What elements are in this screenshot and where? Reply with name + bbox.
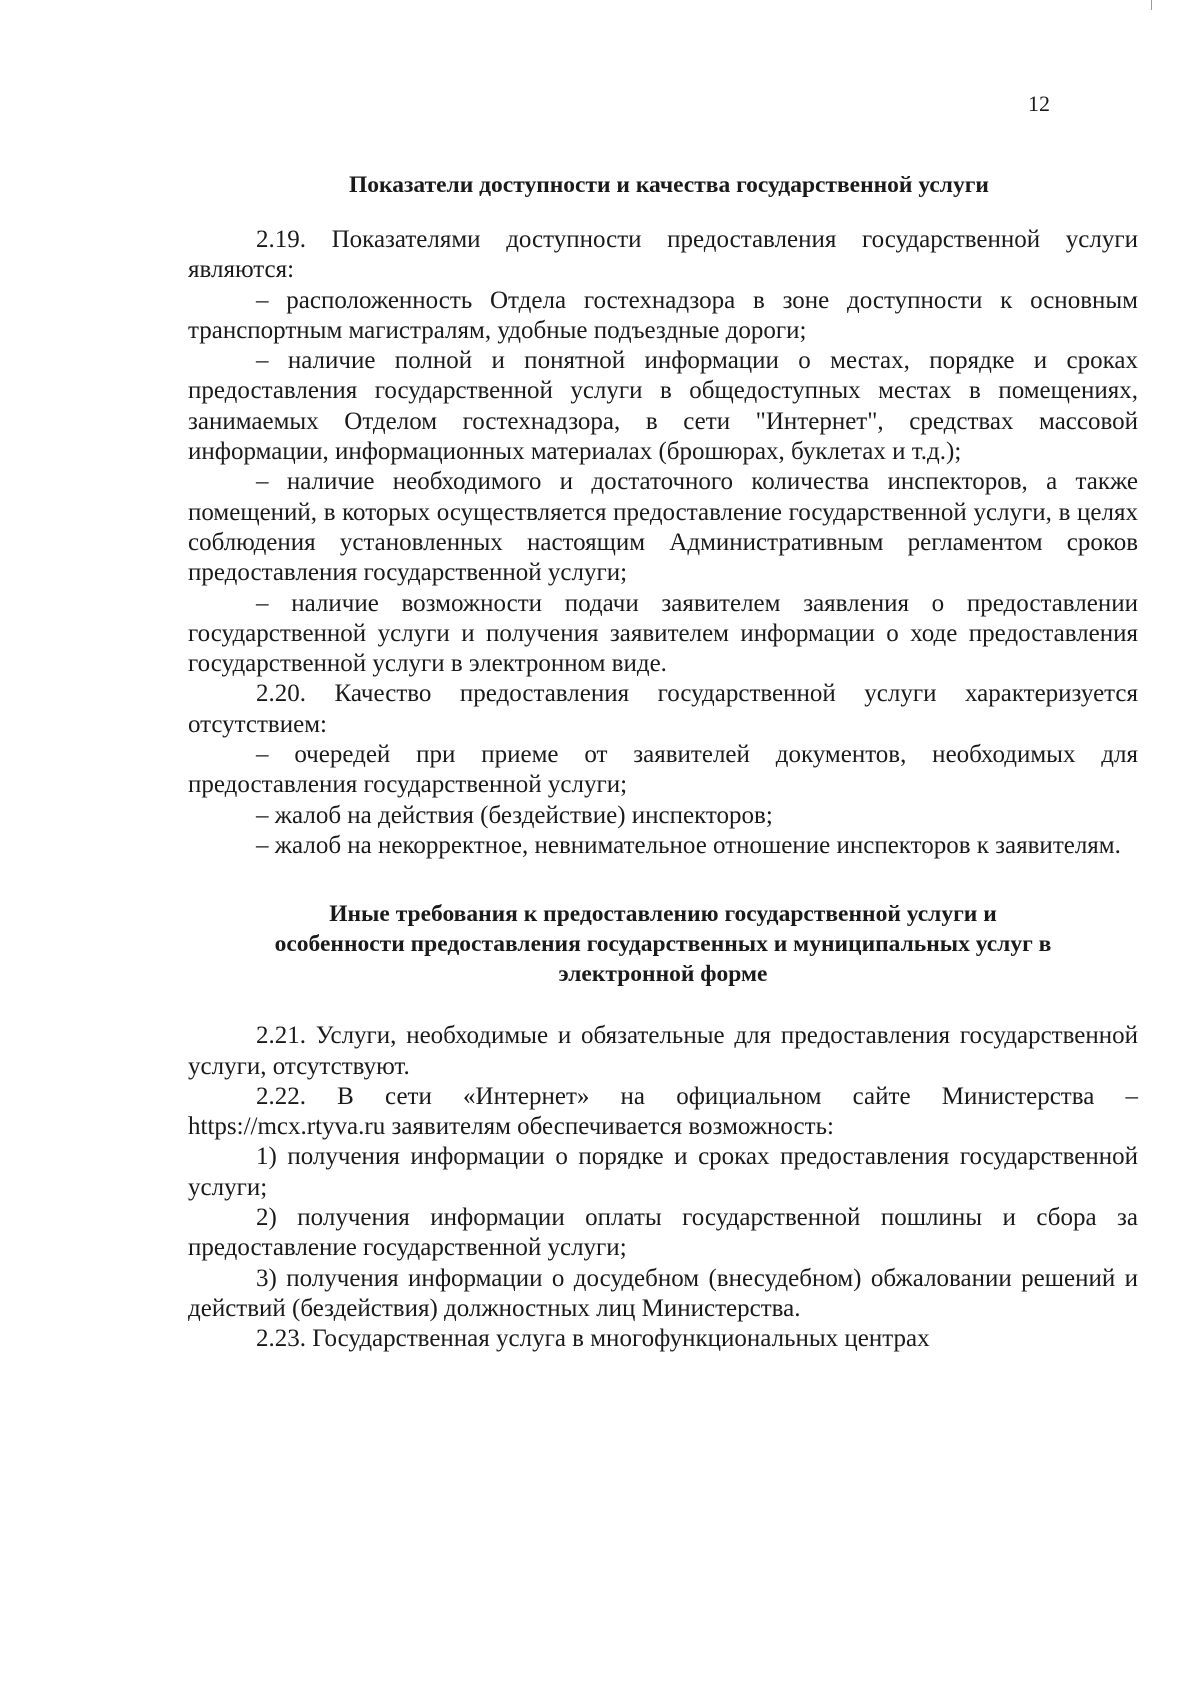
- list-item-information: – наличие полной и понятной информации о местах, порядке и сроках предоставления государственной услуги в общедоступных местах в помещениях, занимаемых Отделом гостехнадзора, в сети "Интернет", средствах массовой информации, информационных материалах (брошюрах, буклетах и т.д.);: [188, 347, 1138, 466]
- section-other-requirements-body: [188, 1021, 1138, 1354]
- list-item-complaints-attitude: – жалоб на некорректное, невнимательное отношение инспекторов к заявителям.: [256, 831, 1121, 859]
- paragraph-2-22: 2.22. В сети «Интернет» на официальном сайте Министерства – https://mcx.rtyva.ru заявителям обеспечивается возможность:: [188, 1082, 1138, 1141]
- list-item-1: 1) получения информации о порядке и сроках предоставления государственной услуги;: [188, 1143, 1138, 1201]
- list-item-electronic: – наличие возможности подачи заявителем заявления о предоставлении государственной услуги и получения заявителем информации о ходе предоставления государственной услуги в электронном виде.: [188, 589, 1138, 678]
- list-item-location: – расположенность Отдела гостехнадзора в зоне доступности к основным транспортным магистралям, удобные подъездные дороги;: [188, 286, 1138, 344]
- page-number: 12: [1028, 91, 1050, 116]
- paragraph-2-20: 2.20. Качество предоставления государственной услуги характеризуется отсутствием:: [188, 680, 1138, 738]
- paragraph-2-19: 2.19. Показателями доступности предоставления государственной услуги являются:: [188, 226, 1138, 284]
- heading-line: особенности предоставления государственных и муниципальных услуг в: [274, 931, 1052, 958]
- section-accessibility-body: [188, 225, 1138, 861]
- heading-line: Иные требования к предоставлению государственной услуги и: [329, 901, 997, 928]
- list-item-inspectors: – наличие необходимого и достаточного количества инспекторов, а также помещений, в которых осуществляется предоставление государственной услуги, в целях соблюдения установленных настоящим Административным регламентом сроков предоставления государственной услуги;: [188, 468, 1138, 587]
- list-item-2: 2) получения информации оплаты государственной пошлины и сбора за предоставление государственной услуги;: [188, 1204, 1138, 1262]
- heading-line: электронной форме: [558, 961, 768, 988]
- scan-edge-mark: [1151, 0, 1152, 10]
- list-item-complaints-actions: – жалоб на действия (бездействие) инспекторов;: [256, 801, 773, 829]
- list-item-queues: – очередей при приеме от заявителей документов, необходимых для предоставления государственной услуги;: [188, 741, 1138, 799]
- paragraph-2-21: 2.21. Услуги, необходимые и обязательные для предоставления государственной услуги, отсутствуют.: [188, 1022, 1138, 1080]
- paragraph-2-23: 2.23. Государственная услуга в многофункциональных центрах: [256, 1325, 930, 1353]
- document-body: [188, 170, 1138, 1355]
- list-item-3: 3) получения информации о досудебном (внесудебном) обжаловании решений и действий (бездействия) должностных лиц Министерства.: [188, 1264, 1138, 1322]
- section-heading-other-requirements: [188, 899, 1138, 989]
- section-heading-accessibility: Показатели доступности и качества государственной услуги: [349, 172, 989, 198]
